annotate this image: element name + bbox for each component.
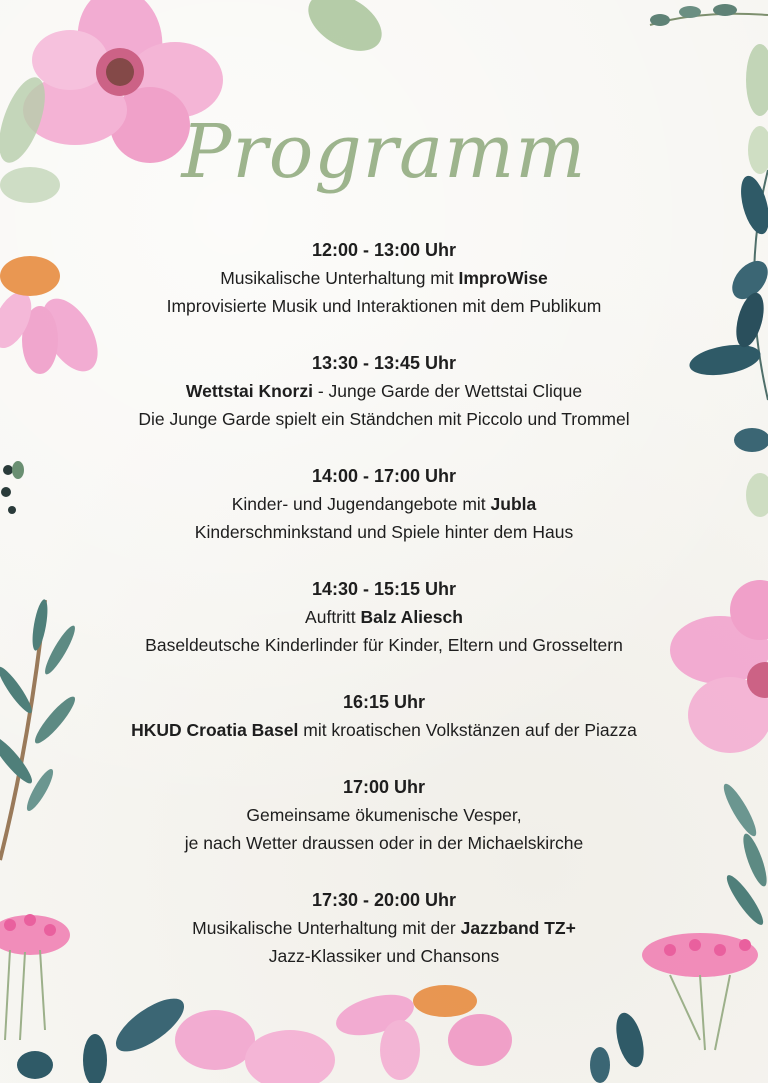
page-title: Programm [181, 109, 587, 195]
event-title: HKUD Croatia Basel mit kroatischen Volkstänzen auf der Piazza [131, 720, 637, 740]
event-title: Gemeinsame ökumenische Vesper, [246, 805, 522, 825]
event-description: Die Junge Garde spielt ein Ständchen mit Piccolo und Trommel [138, 409, 630, 429]
program-item [0, 236, 768, 320]
event-title: Musikalische Unterhaltung mit ImproWise [220, 268, 548, 288]
event-description: je nach Wetter draussen oder in der Michaelskirche [184, 833, 584, 853]
event-title: Musikalische Unterhaltung mit der Jazzband TZ+ [192, 918, 576, 938]
event-title: Auftritt Balz Aliesch [305, 607, 463, 627]
event-description: Jazz-Klassiker und Chansons [268, 946, 500, 966]
event-time: 17:00 Uhr [342, 777, 426, 797]
event-time: 14:00 - 17:00 Uhr [311, 466, 457, 486]
event-time: 13:30 - 13:45 Uhr [311, 353, 457, 373]
program-item [0, 575, 768, 659]
event-time: 12:00 - 13:00 Uhr [311, 240, 457, 260]
program-list [0, 236, 768, 999]
event-description: Improvisierte Musik und Interaktionen mit dem Publikum [166, 296, 602, 316]
event-time: 17:30 - 20:00 Uhr [311, 890, 457, 910]
event-time: 16:15 Uhr [342, 692, 426, 712]
event-description: Kinderschminkstand und Spiele hinter dem Haus [194, 522, 574, 542]
program-item [0, 462, 768, 546]
program-item [0, 349, 768, 433]
pink-flower-bottom-center-left [175, 1010, 335, 1083]
program-item [0, 886, 768, 970]
event-time: 14:30 - 15:15 Uhr [311, 579, 457, 599]
event-title: Kinder- und Jugendangebote mit Jubla [231, 494, 537, 514]
event-title: Wettstai Knorzi - Junge Garde der Wettstai Clique [185, 381, 583, 401]
leaf-top [298, 0, 391, 63]
program-item [0, 773, 768, 857]
coneflower-bottom-center [332, 985, 512, 1080]
event-description: Baseldeutsche Kinderlinder für Kinder, Eltern und Grosseltern [145, 635, 623, 655]
program-item [0, 688, 768, 744]
